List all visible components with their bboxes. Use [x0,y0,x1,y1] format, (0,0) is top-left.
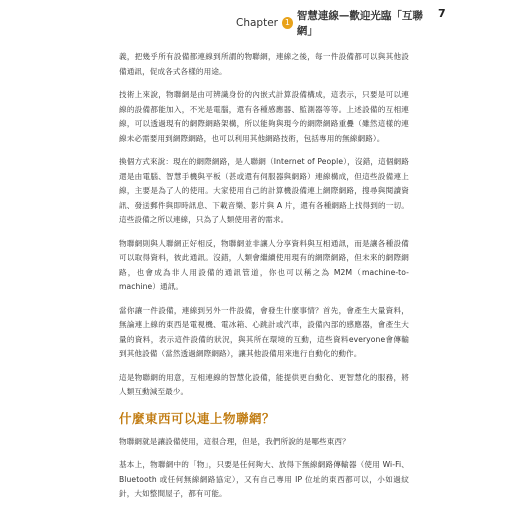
chapter-title: 智慧連線—歡迎光臨「互聯網」 [296,10,423,37]
paragraph: 這是物聯網的用意，互相連線的智慧化設備，能提供更自動化、更智慧化的服務，將人類互動減至最少。 [119,372,409,396]
paragraph: 義，把幾乎所有設備都連線到所謂的物聯網，連線之後，每一件設備都可以與其他設備通訊，促成各式各樣的用途。 [119,52,409,76]
paragraph: 當你讓一件設備，連線到另外一件設備，會發生什麼事情？首先，會產生大量資料，無論連上線的東西是電視機、電冰箱、心跳計或汽車，設備內部的感應器，會產生大量的資料，表示這件設備的狀況，與其所在環境的互動，這些資料everyone會傳輸到其他設備（當然透過網際網路），讓其他設備用來進行自動化的動作。 [119,305,409,358]
paragraph: 物聯網則與人聯網正好相反，物聯網並非讓人分享資料與互相通訊，而是讓各種設備可以取得資料，彼此通訊。沒錯，人類會繼續使用現有的網際網路，但未來的網際網路，也會成為非人用設備的通訊管道，你也可以稱之為 M2M（machine-to-machine）通訊。 [119,238,409,291]
paragraph: 物聯網就是讓設備使用，這很合理，但是，我們所說的是哪些東西？ [119,436,350,446]
page-number: 7 [438,7,446,20]
section-heading: 什麼東西可以連上物聯網？ [119,410,276,426]
paragraph: 技術上來說，物聯網是由可辨識身份的內嵌式計算設備構成，這表示，只要是可以連線的設備都能加入，不光是電腦，還有各種感應器、監測器等等。上述設備的互相連線，可以透過現有的網際網路架構，所以能夠與現今的網際網路重疊（雖然這樣的連線未必需要用到網際網路，也可以利用其他網路技術，包括專用的無線網路）。 [119,90,409,143]
chapter-number-badge: 1 [282,17,293,29]
running-header [236,8,430,38]
paragraph: 基本上，物聯網中的「物」，只要是任何夠大、放得下無線網路傳輸器（使用 Wi-Fi、Bluetooth 或任何無線網路協定），又有自己專用 IP 位址的東西都可以，小如過紋針，大如整間屋子，都有可能。 [119,460,409,498]
chapter-label: Chapter [236,17,278,29]
page-body [119,50,409,511]
paragraph: 換個方式來說：現在的網際網路，是人聯網（Internet of People），沒錯，這個網路還是由電腦、智慧手機與平板（甚或還有伺服器與網路）連線構成，但這些設備連上線，主要是為了人的使用。大家使用自己的計算機設備連上網際網路，搜尋與閱讀資訊、發送郵件與即時訊息、下載音樂、影片與 A 片，還有各種網路上找得到的一切。這些設備之所以連線，只為了人類使用者的需求。 [119,157,409,224]
